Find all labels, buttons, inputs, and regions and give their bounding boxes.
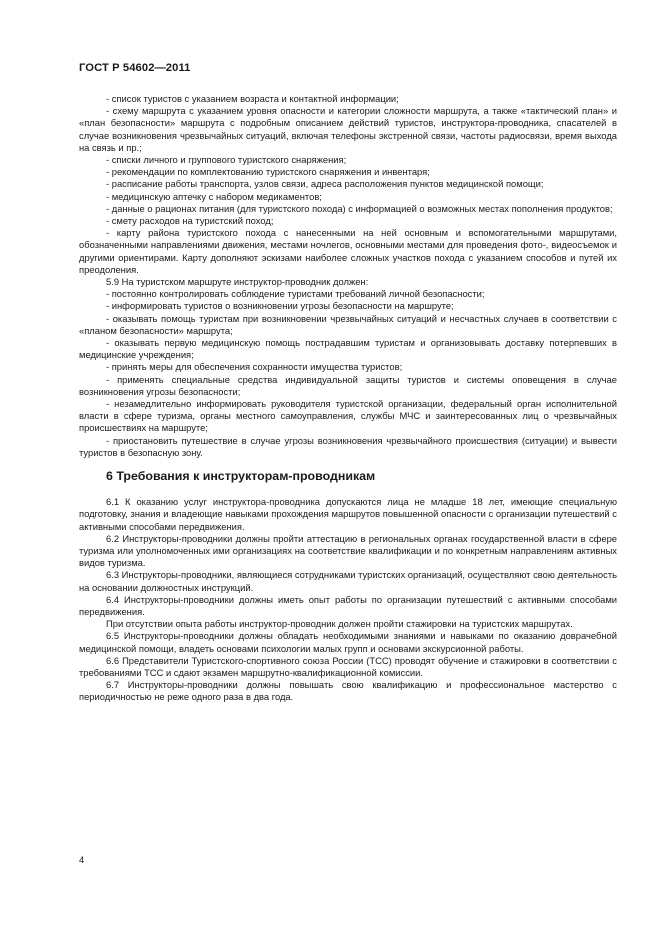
list-item: - незамедлительно информировать руководителя туристской организации, федеральный орган исполнительной власти в сфере туризма, органы местного самоуправления, службы МЧС и заинтересованных лиц о чрезвычайных происшествиях на маршруте; bbox=[79, 398, 617, 434]
list-item: - расписание работы транспорта, узлов связи, адреса расположения пунктов медицинской помощи; bbox=[106, 178, 544, 190]
paragraph-6-4-note: При отсутствии опыта работы инструктор-проводник должен пройти стажировки на туристских маршрутах. bbox=[106, 618, 573, 630]
list-item: - информировать туристов о возникновении угрозы безопасности на маршруте; bbox=[106, 300, 454, 312]
list-item: - карту района туристского похода с нанесенными на ней основным и вспомогательными маршрутами, обозначенными направлениями движения, местами ночлегов, основными местами для проведения фото-, видеосъемок и другими ориентирами. Карту дополняют эскизами наиболее сложных участков похода с указанием способов и путей их преодоления. bbox=[79, 227, 617, 275]
page-number: 4 bbox=[79, 854, 85, 865]
document-header: ГОСТ Р 54602—2011 bbox=[79, 62, 191, 74]
paragraph-6-4: 6.4 Инструкторы-проводники должны иметь опыт работы по организации путешествий с активными способами передвижения. bbox=[79, 593, 617, 617]
list-item: - схему маршрута с указанием уровня опасности и категории сложности маршрута, а также «тактический план» и «план безопасности» маршрута с подробным описанием действий туристов, инструктора-проводника, спасателей в случае возникновения чрезвычайных ситуаций, включая телефоны экстренной связи, частоты радиосвязи, время выхода на связь и пр.; bbox=[79, 105, 617, 153]
list-item: - приостановить путешествие в случае угрозы возникновения чрезвычайного происшествия (ситуации) и вывести туристов в безопасную зону. bbox=[79, 434, 617, 458]
list-item: - медицинскую аптечку с набором медикаментов; bbox=[106, 190, 322, 202]
list-item: - постоянно контролировать соблюдение туристами требований личной безопасности; bbox=[106, 288, 485, 300]
paragraph-6-3: 6.3 Инструкторы-проводники, являющиеся сотрудниками туристских организаций, осуществляют свою деятельность на основании должностных инструкций. bbox=[79, 569, 617, 593]
paragraph-6-5: 6.5 Инструкторы-проводники должны обладать необходимыми знаниями и навыками по оказанию доврачебной медицинской помощи, владеть основами психологии малых групп и основами экскурсионной работы. bbox=[79, 630, 617, 654]
list-item: - принять меры для обеспечения сохранности имущества туристов; bbox=[106, 361, 403, 373]
paragraph-6-2: 6.2 Инструкторы-проводники должны пройти аттестацию в региональных органах государственной власти в сфере туризма или уполномоченных ими организациях на соответствие квалификации и по конкретным направлениям активных видов туризма. bbox=[79, 532, 617, 569]
list-item: - рекомендации по комплектованию туристского снаряжения и инвентаря; bbox=[106, 166, 430, 178]
list-item: - список туристов с указанием возраста и контактной информации; bbox=[106, 93, 399, 104]
list-item: - данные о рационах питания (для туристского похода) с информацией о возможных местах пополнения продуктов; bbox=[106, 202, 613, 214]
paragraph-5-9: 5.9 На туристском маршруте инструктор-проводник должен: bbox=[106, 276, 369, 288]
document-body bbox=[79, 93, 617, 704]
paragraph-6-7: 6.7 Инструкторы-проводники должны повышать свою квалификацию и профессиональное мастерство с периодичностью не реже одного раза в два года. bbox=[79, 679, 617, 703]
paragraph-6-1: 6.1 К оказанию услуг инструктора-проводника допускаются лица не младше 18 лет, имеющие специальную подготовку, знания и владеющие навыками прохождения маршрутов повышенной опасности с организации путешествий с активными способами передвижения. bbox=[79, 496, 617, 532]
list-item: - применять специальные средства индивидуальной защиты туристов и системы оповещения в случае возникновения угрозы безопасности; bbox=[79, 373, 617, 397]
list-item: - оказывать первую медицинскую помощь пострадавшим туристам и организовывать доставку потерпевших в медицинские учреждения; bbox=[79, 337, 617, 361]
list-item: - списки личного и группового туристского снаряжения; bbox=[106, 154, 347, 166]
list-item: - смету расходов на туристский поход; bbox=[106, 215, 274, 227]
paragraph-6-6: 6.6 Представители Туристского-спортивного союза России (ТСС) проводят обучение и стажировки в соответствии с требованиями ТСС и сдают экзамен маршрутно-квалификационной комиссии. bbox=[79, 654, 617, 678]
section-6-heading: 6 Требования к инструкторам-проводникам bbox=[106, 469, 376, 484]
list-item: - оказывать помощь туристам при возникновении чрезвычайных ситуаций и несчастных случаев в соответствии с «планом безопасности» маршрута; bbox=[79, 312, 617, 336]
